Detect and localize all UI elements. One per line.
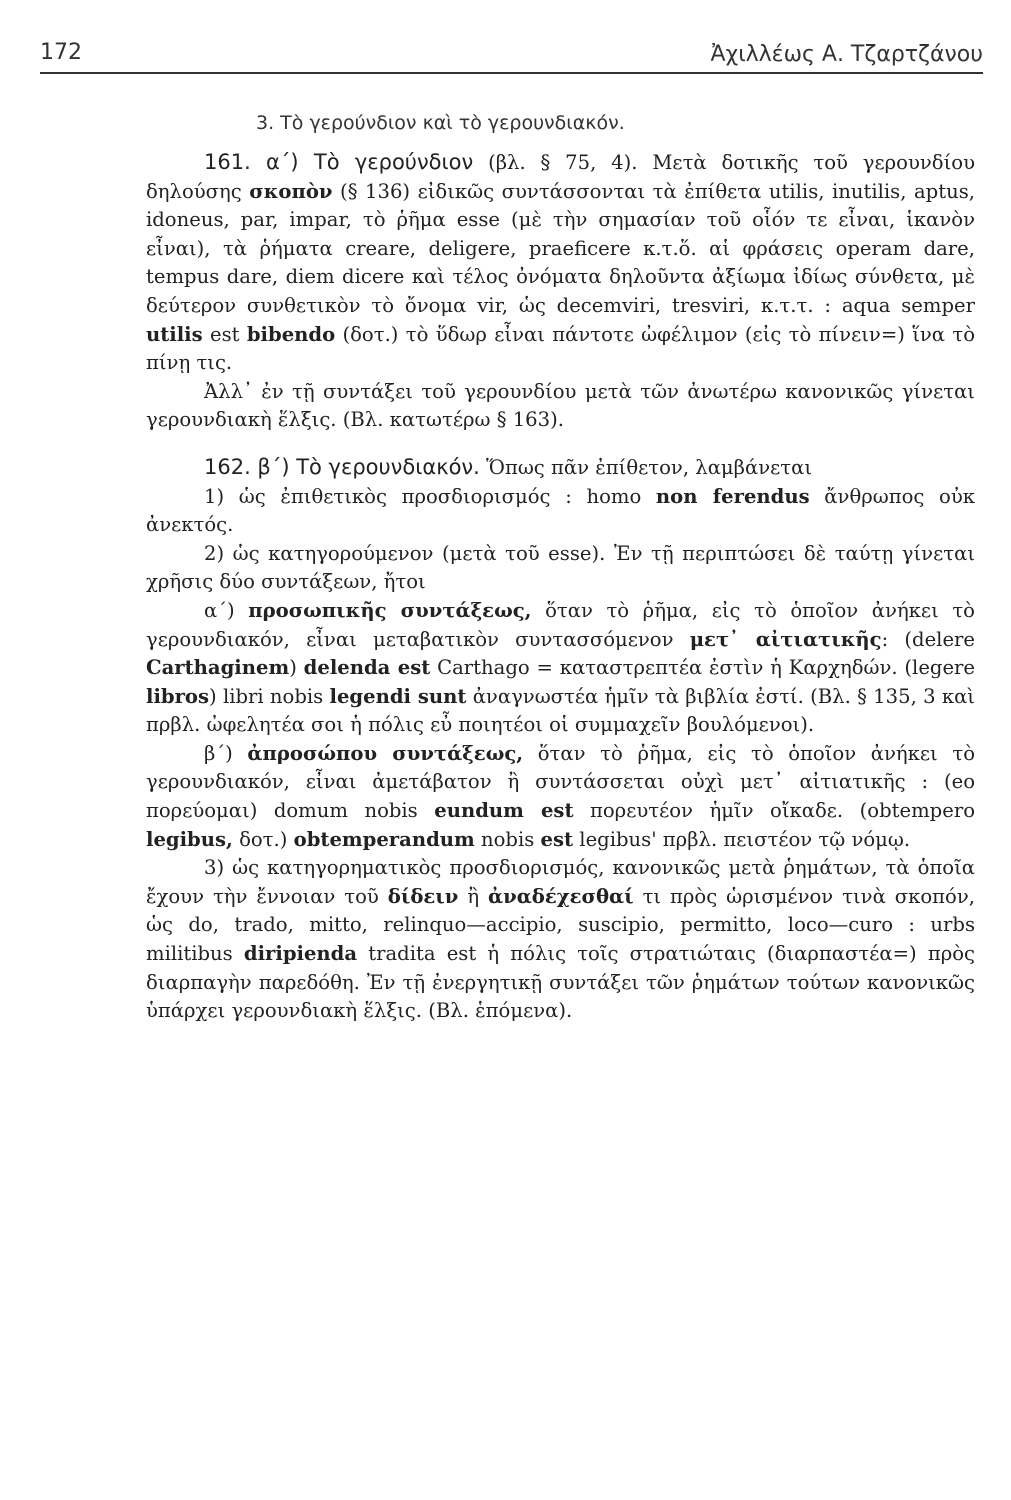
page-header xyxy=(40,40,983,74)
running-head: Ἀχιλλέως Α. Τζαρτζάνου xyxy=(710,42,983,67)
paragraph-162-item-2: 2) ὡς κατηγορούμενον (μετὰ τοῦ esse). Ἐν τῇ περιπτώσει δὲ ταύτῃ γίνεται χρῆσις δύο συντάξεων, ἤτοι xyxy=(146,541,975,594)
paragraph-162-item-2b: β΄) ἀπροσώπου συντάξεως, ὅταν τὸ ῥῆμα, εἰς τὸ ὁποῖον ἀνήκει τὸ γερουνδιακόν, εἶναι ἀμετάβατον ἢ συντάσσεται οὐχὶ μετ᾽ αἰτιατικῆς : (eo πορεύομαι) domum nobis eundum est πορευτέον ἡμῖν οἴκαδε. (obtempero legibus, δοτ.) obtemperandum nobis est legibus' πρβλ. πειστέον τῷ νόμῳ. xyxy=(146,741,975,851)
paragraph-161-heading: 161. α΄) Τὸ γερούνδιον xyxy=(204,150,474,174)
paragraph-162-heading: 162. β΄) Τὸ γερουνδιακόν. xyxy=(204,454,480,479)
section-title: 3. Τὸ γερούνδιον καὶ τὸ γερουνδιακόν. xyxy=(256,112,625,134)
paragraph-162-item-1: 1) ὡς ἐπιθετικὸς προσδιορισμός : homo non ferendus ἄνθρωπος οὐκ ἀνεκτός. xyxy=(146,484,975,537)
paragraph-161: 161. α΄) Τὸ γερούνδιον (βλ. § 75, 4). Μετὰ δοτικῆς τοῦ γερουνδίου δηλούσης σκοπὸν (§ 136) εἰδικῶς συντάσσονται τὰ ἐπίθετα utilis, inutilis, aptus, idoneus, par, impar, τὸ ῥῆμα esse (μὲ τὴν σημασίαν τοῦ οἷόν τε εἶναι, ἱκανὸν εἶναι), τὰ ῥήματα creare, deligere, praeficere κ.τ.ὅ. αἱ φράσεις operam dare, tempus dare, diem dicere καὶ τέλος ὀνόματα δηλοῦντα ἀξίωμα ἰδίως σύνθετα, μὲ δεύτερον συνθετικὸν τὸ ὄνομα vir, ὡς decemviri, tresviri, κ.τ.τ. : aqua semper utilis est bibendo (δοτ.) τὸ ὕδωρ εἶναι πάντοτε ὠφέλιμον (εἰς τὸ πίνειν=) ἵνα τὸ πίνῃ τις. xyxy=(146,150,976,375)
page-body xyxy=(146,112,975,1026)
paragraph-162-item-3: 3) ὡς κατηγορηματικὸς προσδιορισμός, κανονικῶς μετὰ ῥημάτων, τὰ ὁποῖα ἔχουν τὴν ἔννοιαν τοῦ δίδειν ἢ ἀναδέχεσθαί τι πρὸς ὡρισμένον τινὰ σκοπόν, ὡς do, trado, mitto, relinquo—accipio, suscipio, permitto, loco—curo : urbs militibus diripienda tradita est ἡ πόλις τοῖς στρατιώταις (διαρπαστέα=) πρὸς διαρπαγὴν παρεδόθη. Ἐν τῇ ἐνεργητικῇ συντάξει τῶν ῥημάτων τούτων κανονικῶς ὑπάρχει γερουνδιακὴ ἕλξις. (Βλ. ἑπόμενα). xyxy=(146,856,975,1023)
page-number: 172 xyxy=(40,40,82,65)
paragraph-161-continued: Ἀλλ᾽ ἐν τῇ συντάξει τοῦ γερουνδίου μετὰ τῶν ἀνωτέρω κανονικῶς γίνεται γερουνδιακὴ ἕλξις. (Βλ. κατωτέρω § 163). xyxy=(146,379,975,432)
paragraph-162: 162. β΄) Τὸ γερουνδιακόν. Ὅπως πᾶν ἐπίθετον, λαμβάνεται xyxy=(204,454,813,479)
paragraph-162-item-2a: α΄) προσωπικῆς συντάξεως, ὅταν τὸ ῥῆμα, εἰς τὸ ὁποῖον ἀνήκει τὸ γερουνδιακόν, εἶναι μεταβατικὸν συντασσόμενον μετ᾽ αἰτιατικῆς: (delere Carthaginem) delenda est Carthago = καταστρεπτέα ἐστὶν ἡ Καρχηδών. (legere libros) libri nobis legendi sunt ἀναγνωστέα ἡμῖν τὰ βιβλία ἐστί. (Βλ. § 135, 3 καὶ πρβλ. ὠφελητέα σοι ἡ πόλις εὖ ποιητέοι οἱ συμμαχεῖν βουλόμενοι). xyxy=(146,598,976,737)
